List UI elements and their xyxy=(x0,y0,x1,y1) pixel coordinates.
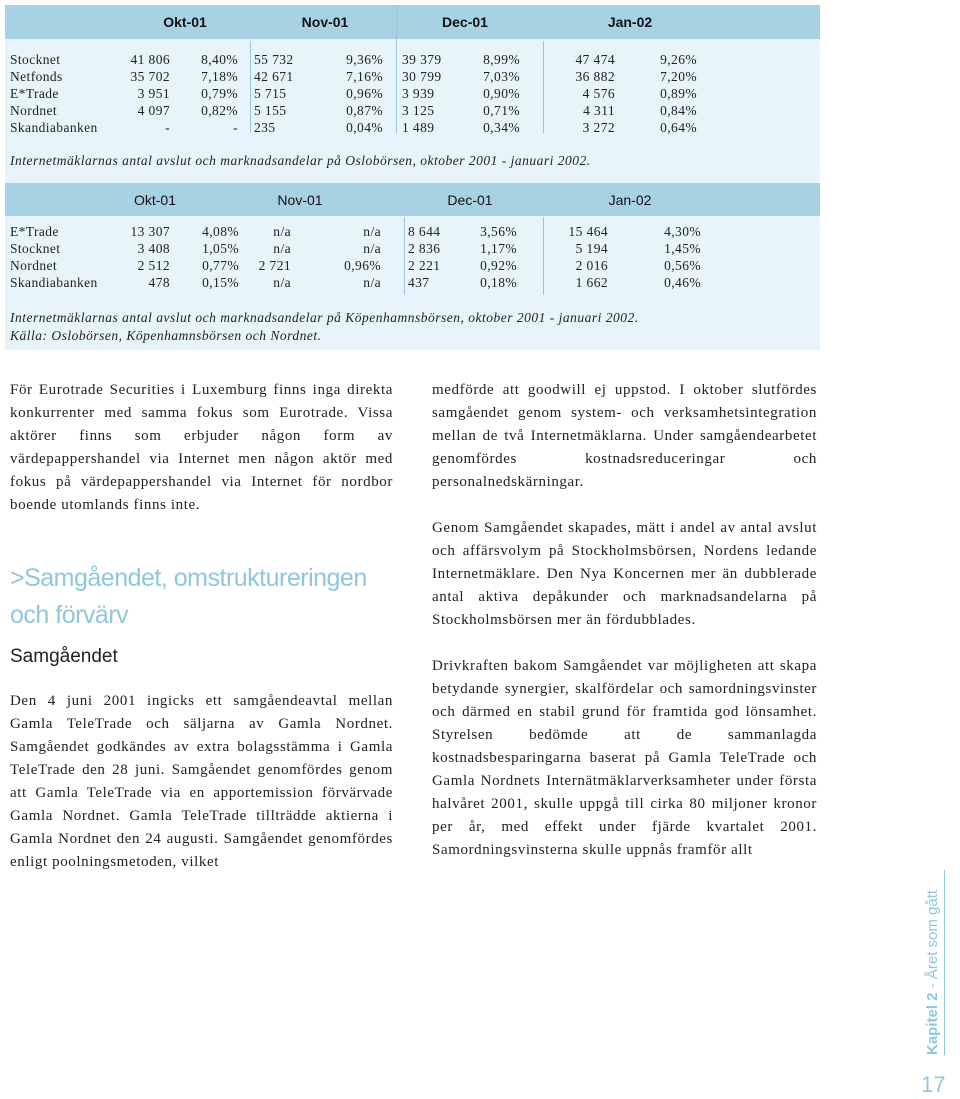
table-cell: 5 194 xyxy=(575,241,608,256)
col-header: Nov-01 xyxy=(301,14,349,30)
table-cell: 0,56% xyxy=(664,258,701,273)
table-cell: 0,96% xyxy=(346,86,383,101)
table-cell: 9,36% xyxy=(346,52,383,67)
table-cell: - xyxy=(165,120,170,135)
table-cell: 39 379 xyxy=(402,52,442,67)
col-header: Nov-01 xyxy=(277,191,323,208)
table-cell: 9,26% xyxy=(660,52,697,67)
table-cell: 4 097 xyxy=(137,103,170,118)
table-cell: n/a xyxy=(273,241,291,256)
table-cell: 235 xyxy=(254,120,276,135)
page-number: 17 xyxy=(921,1072,946,1097)
table-cell: Skandiabanken xyxy=(10,120,98,135)
col-header: Okt-01 xyxy=(163,14,207,30)
table-cell: 2 721 xyxy=(258,258,291,273)
table-cell: 0,46% xyxy=(664,275,701,290)
table-cell: 0,18% xyxy=(480,275,517,290)
table-source: Källa: Oslobörsen, Köpenhamnsbörsen och Nordnet. xyxy=(10,328,322,343)
chapter-label xyxy=(917,870,947,1055)
table-cell: 4,30% xyxy=(664,224,701,239)
subheading: Samgåendet xyxy=(10,646,118,667)
sidebar-rule xyxy=(944,870,945,1055)
table-cell: 3 272 xyxy=(582,120,615,135)
table-cell: 3 939 xyxy=(402,86,435,101)
table-cell: 8,40% xyxy=(201,52,238,67)
table-cell: Stocknet xyxy=(10,241,61,256)
body-paragraph: Drivkraften bakom Samgåendet var möjligheten att skapa betydande synergier, skalfördelar och samordningsvinster och därmed en stabil grund för framtida god lönsamhet. Styrelsen bedömde att de sammanlagda kostnadsbesparingarna baserat på Gamla TeleTrade och Gamla Nordnets Internätmäklarverksamheter under första halvåret 2001, skulle uppgå till cirka 80 miljoner kronor per år, med effekt under fjärde kvartalet 2001. Samordningsvinsterna skulle uppnås framför allt xyxy=(432,658,817,858)
table-cell: 3 125 xyxy=(402,103,435,118)
table-cell: 1,17% xyxy=(480,241,517,256)
col-header: Jan-02 xyxy=(607,14,653,30)
body-paragraph: Den 4 juni 2001 ingicks ett samgåendeavtal mellan Gamla TeleTrade och säljarna av Gamla Nordnet. Samgåendet godkändes av extra bolagsstämma i Gamla TeleTrade den 28 juni. Samgåendet genomfördes genom att Gamla TeleTrade via en apportemission förvärvade Gamla Nordnet. Gamla TeleTrade tillträdde aktierna i Gamla Nordnet den 24 augusti. Samgåendet genomfördes enligt poolningsmetoden, vilket xyxy=(10,693,393,870)
table-cell: Skandiabanken xyxy=(10,275,98,290)
table-cell: 2 836 xyxy=(408,241,441,256)
table-cell: 5 155 xyxy=(254,103,287,118)
table-row xyxy=(5,102,820,119)
col-header: Okt-01 xyxy=(133,191,176,208)
table-row xyxy=(5,51,820,68)
table-cell: 15 464 xyxy=(568,224,608,239)
table-cell: 3,56% xyxy=(480,224,517,239)
table-cell: 1 662 xyxy=(575,275,608,290)
section-title: >Samgåendet, omstruktureringen och förvärv xyxy=(10,564,367,629)
table-cell: 2 016 xyxy=(575,258,608,273)
table-caption: Internetmäklarnas antal avslut och marknadsandelar på Oslobörsen, oktober 2001 - januari 2002. xyxy=(10,153,591,168)
table-cell: 7,03% xyxy=(483,69,520,84)
table-cell: E*Trade xyxy=(10,86,59,101)
table-cell: 36 882 xyxy=(575,69,615,84)
left-body xyxy=(10,690,393,874)
table-cell: 7,18% xyxy=(201,69,238,84)
table-cell: 2 512 xyxy=(137,258,170,273)
table-cell: 1,45% xyxy=(664,241,701,256)
table-cell: E*Trade xyxy=(10,224,59,239)
table-cell: 42 671 xyxy=(254,69,294,84)
table-cell: 1 489 xyxy=(402,120,435,135)
table-cell: 2 221 xyxy=(408,258,441,273)
table-cell: Stocknet xyxy=(10,52,61,67)
body-paragraph: Genom Samgåendet skapades, mätt i andel av antal avslut och affärsvolym på Stockholmsbörsen, Nordens ledande Internetmäklare. Den Nya Koncernen mer än dubblerade antal aktiva depåkunder och marknadsandelarna på Stockholmsbörsen mer än fördubblades. xyxy=(432,520,817,628)
table-cell: 47 474 xyxy=(575,52,615,67)
table-cell: 1,05% xyxy=(202,241,239,256)
table-oslo xyxy=(5,5,820,187)
intro-paragraph: För Eurotrade Securities i Luxemburg finns inga direkta konkurrenter med samma fokus som Eurotrade. Vissa aktörer finns som erbjuder någon form av värdepappershandel via Internet men någon aktör med fokus på värdepappershandel via Internet för nordbor boende utomlands finns inte. xyxy=(10,382,393,513)
table-cell: n/a xyxy=(273,275,291,290)
table-cell: 0,71% xyxy=(483,103,520,118)
table-cell: 0,82% xyxy=(201,103,238,118)
table-cell: n/a xyxy=(363,275,381,290)
table-cell: 0,15% xyxy=(202,275,239,290)
table-cell: 0,64% xyxy=(660,120,697,135)
table-header xyxy=(5,183,820,216)
col-header: Jan-02 xyxy=(608,191,652,208)
table-cell: 55 732 xyxy=(254,52,294,67)
table-cell: n/a xyxy=(273,224,291,239)
table-row xyxy=(5,223,820,240)
table-cell: Nordnet xyxy=(10,258,58,273)
table-row xyxy=(5,119,820,136)
table-cell: 4 311 xyxy=(583,103,615,118)
table-cell: - xyxy=(233,120,238,135)
table-cell: 437 xyxy=(408,275,430,290)
table-cell: Nordnet xyxy=(10,103,58,118)
table-cell: 13 307 xyxy=(130,224,170,239)
table-row xyxy=(5,68,820,85)
table-cell: 41 806 xyxy=(130,52,170,67)
table-copenhagen xyxy=(5,183,820,350)
table-cell: 30 799 xyxy=(402,69,442,84)
table-cell: 0,92% xyxy=(480,258,517,273)
table-row xyxy=(5,240,820,257)
table-cell: n/a xyxy=(363,241,381,256)
body-paragraph: medförde att goodwill ej uppstod. I oktober slutfördes samgåendet genom system- och verksamhetsintegration mellan de två Internetmäklarna. Under samgåendearbetet genomfördes kostnadsreduceringar och personalnedskärningar. xyxy=(432,382,817,490)
table-cell: 0,87% xyxy=(346,103,383,118)
table-cell: 0,34% xyxy=(483,120,520,135)
intro-text xyxy=(10,379,393,517)
table-cell: 4 576 xyxy=(582,86,615,101)
col-header: Dec-01 xyxy=(447,191,493,208)
table-header xyxy=(5,5,820,39)
table-cell: n/a xyxy=(363,224,381,239)
table-caption: Internetmäklarnas antal avslut och marknadsandelar på Köpenhamnsbörsen, oktober 2001 - januari 2002. xyxy=(10,310,639,325)
table-cell: 35 702 xyxy=(130,69,170,84)
table-row xyxy=(5,257,820,274)
table-cell: 5 715 xyxy=(254,86,287,101)
table-cell: 0,89% xyxy=(660,86,697,101)
table-cell: 0,96% xyxy=(344,258,381,273)
table-cell: 3 408 xyxy=(137,241,170,256)
table-cell: 8 644 xyxy=(408,224,441,239)
table-cell: 7,16% xyxy=(346,69,383,84)
chapter-subtitle: - Året som gått xyxy=(924,889,941,993)
table-cell: 0,90% xyxy=(483,86,520,101)
table-cell: 0,84% xyxy=(660,103,697,118)
col-header: Dec-01 xyxy=(442,14,488,30)
table-cell: 478 xyxy=(148,275,170,290)
table-cell: 4,08% xyxy=(202,224,239,239)
right-body xyxy=(432,379,817,862)
table-row xyxy=(5,85,820,102)
table-cell: 7,20% xyxy=(660,69,697,84)
chapter-name: Kapitel 2 xyxy=(924,992,941,1055)
table-cell: 3 951 xyxy=(137,86,170,101)
table-cell: 0,77% xyxy=(202,258,239,273)
table-row xyxy=(5,274,820,291)
table-cell: 0,04% xyxy=(346,120,383,135)
table-cell: 0,79% xyxy=(201,86,238,101)
table-cell: 8,99% xyxy=(483,52,520,67)
table-cell: Netfonds xyxy=(10,69,63,84)
